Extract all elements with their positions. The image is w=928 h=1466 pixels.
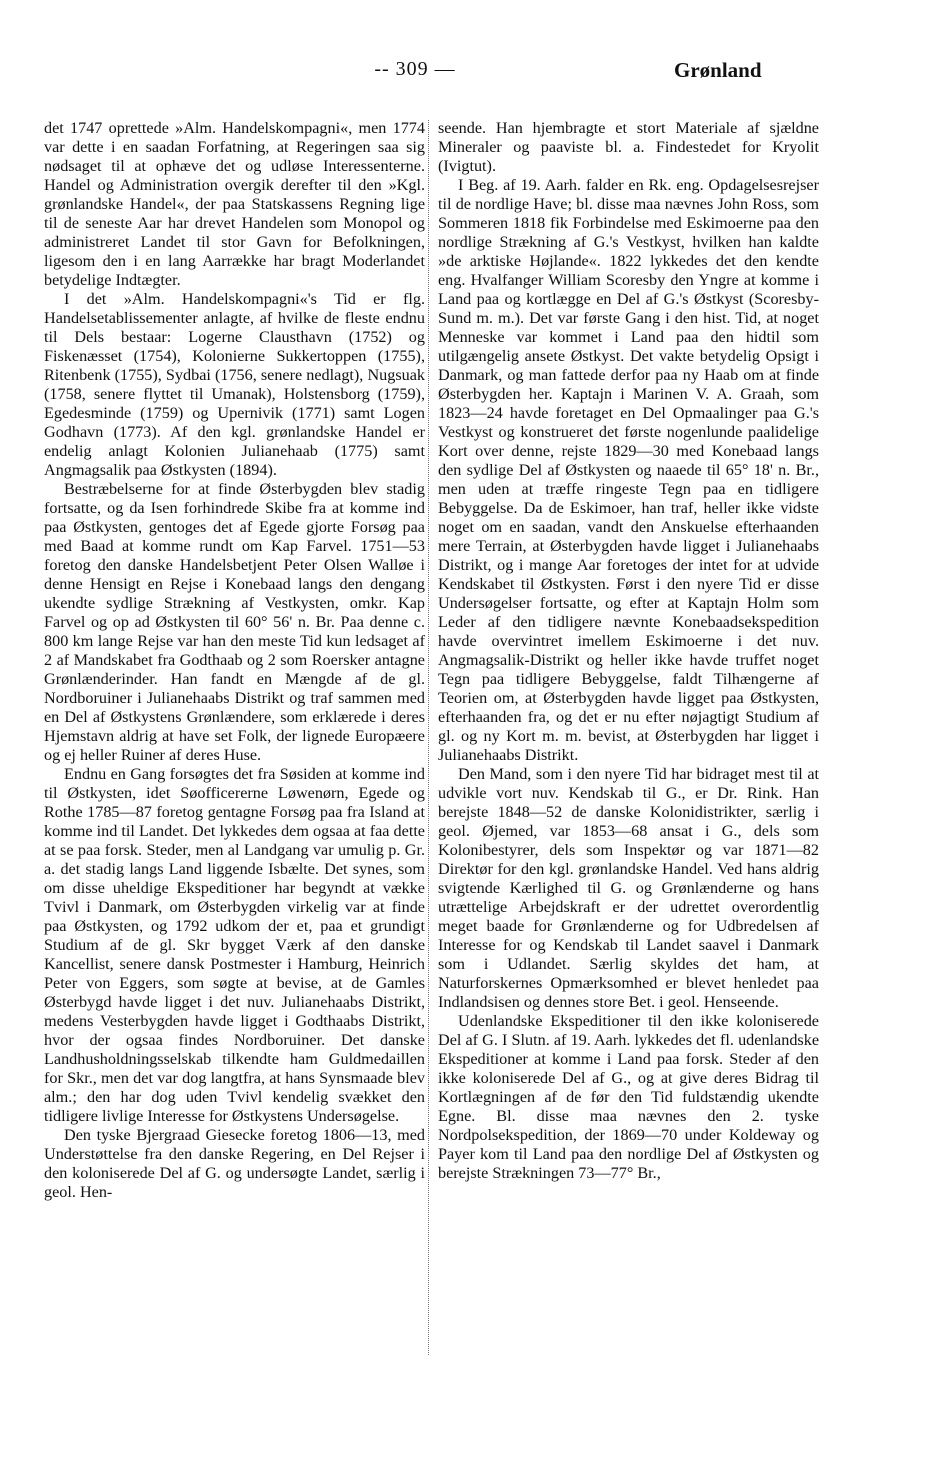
paragraph: Den tyske Bjergraad Giesecke foretog 1806—13, med Understøttelse fra den danske Regering, en Del Rejser i den koloniserede Del af G. og undersøgte Landet, særlig i geol. Hen- xyxy=(44,1126,425,1201)
paragraph: Endnu en Gang forsøgtes det fra Søsiden at komme ind til Østkysten, idet Søofficererne Løwenørn, Egede og Rothe 1785—87 foretog gentagne Forsøg paa fra Island at komme ind til Landet. Det lykkedes dem ogsaa at faa dette at se paa forsk. Steder, men al Landgang var umulig p. Gr. a. det stadig langs Land liggende Isbælte. Det synes, som om disse uheldige Ekspeditioner har begyndt at vække Tvivl i Danmark, om Østerbygden virkelig var at finde paa Østkysten, og 1792 udkom der et, paa et grundigt Studium af de gl. Skr bygget Værk af den danske Kancellist, senere dansk Postmester i Hamburg, Heinrich Peter von Eggers, som søgte at bevise, at de Gamles Østerbygd havde ligget i det nuv. Julianehaabs Distrikt, medens Vesterbygden havde ligget i Godthaabs Distrikt, hvor der ogsaa findes Nordboruiner. Det danske Landhusholdningsselskab tilkendte ham Guldmedaillen for Skr., men det var dog langtfra, at hans Synsmaade blev alm.; den har dog uden Tvivl kendelig svækket den tidligere livlige Interesse for Østkystens Undersøgelse. xyxy=(44,765,425,1125)
text-column-right xyxy=(438,119,819,1183)
paragraph: det 1747 oprettede »Alm. Handelskompagni«, men 1774 var dette i en saadan Forfatning, at Regeringen saa sig nødsaget til at ophæve det og udløse Interessenterne. Handel og Administration overgik derefter til den »Kgl. grønlandske Handel«, der paa Statskassens Regning lige til de seneste Aar har drevet Handelen som Monopol og administreret Landet til stor Gavn for Befolkningen, ligesom den i en lang Aarrække har bragt Moderlandet betydelige Indtægter. xyxy=(44,119,425,289)
paragraph: I det »Alm. Handelskompagni«'s Tid er flg. Handelsetablissementer anlagte, af hvilke de fleste endnu til Dels bestaar: Logerne Clausthavn (1752) og Fiskenæsset (1754), Kolonierne Sukkertoppen (1755), Ritenbenk (1755), Sydbai (1756, senere nedlagt), Nugsuak (1758, senere flyttet til Umanak), Holstensborg (1759), Egedesminde (1759) og Upernivik (1771) samt Logen Godhavn (1773). Af den kgl. grønlandske Handel er endelig anlagt Kolonien Julianehaab (1775) samt Angmagsalik paa Østkysten (1894). xyxy=(44,290,425,479)
page-number: -- 309 — xyxy=(374,58,456,80)
paragraph: Udenlandske Ekspeditioner til den ikke koloniserede Del af G. I Slutn. af 19. Aarh. lykkedes det fl. udenlandske Ekspeditioner at komme i Land paa forsk. Steder af den ikke koloniserede Del af G., og at give deres Bidrag til Kortlægningen af de før den Tid fuldstændig ukendte Egne. Bl. disse maa nævnes den 2. tyske Nordpolsekspedition, der 1869—70 under Koldeway og Payer kom til Land paa den nordlige Del af Østkysten og berejste Strækningen 73—77° Br., xyxy=(438,1012,819,1182)
running-head: Grønland xyxy=(674,58,762,82)
paragraph: Den Mand, som i den nyere Tid har bidraget mest til at udvikle vort nuv. Kendskab til G., er Dr. Rink. Han berejste 1848—52 de danske Kolonidistrikter, særlig i geol. Øjemed, var 1853—68 ansat i G., dels som Kolonibestyrer, dels som Inspektør og var 1871—82 Direktør for den kgl. grønlandske Handel. Ved hans aldrig svigtende Kærlighed til G. og Grønlænderne og hans utrættelige Arbejdskraft er der udrettet overordentlig meget baade for Grønlænderne og for Udbredelsen af Interesse for og Kendskab til Landet saavel i Danmark som i Udlandet. Særlig skyldes det ham, at Naturforskernes Opmærksomhed er blevet henledet paa Indlandsisen og dennes store Bet. i geol. Henseende. xyxy=(438,765,819,1011)
paragraph: seende. Han hjembragte et stort Materiale af sjældne Mineraler og paaviste bl. a. Findestedet for Kryolit (Ivigtut). xyxy=(438,119,819,175)
text-column-left xyxy=(44,119,425,1202)
column-divider xyxy=(428,120,429,1355)
paragraph: Bestræbelserne for at finde Østerbygden blev stadig fortsatte, og da Isen forhindrede Skibe fra at komme ind paa Østkysten, gentoges det af Egede gjorte Forsøg paa med Baad at komme rundt om Kap Farvel. 1751—53 foretog den danske Handelsbetjent Peter Olsen Walløe i denne Hensigt en Rejse i Konebaad langs den dengang ukendte sydlige Strækning af Vestkysten, omkr. Kap Farvel og op ad Østkysten til 60° 56' n. Br. Paa denne c. 800 km lange Rejse var han den meste Tid kun ledsaget af 2 af Mandskabet fra Godthaab og 2 som Roersker antagne Grønlænderinder. Han fandt en Mængde af de gl. Nordboruiner i Julianehaabs Distrikt og traf sammen med en Del af Østkystens Grønlændere, som erklærede i deres Hjemstavn aldrig at have set Folk, der lignede Europæere og ej heller Ruiner af deres Huse. xyxy=(44,480,425,764)
paragraph: I Beg. af 19. Aarh. falder en Rk. eng. Opdagelsesrejser til de nordlige Have; bl. disse maa nævnes John Ross, som Sommeren 1818 fik Forbindelse med Eskimoerne paa den nordlige Strækning af G.'s Vestkyst, hvilken han kaldte »de arktiske Højlande«. 1822 lykkedes det den kendte eng. Hvalfanger William Scoresby den Yngre at komme i Land paa og kortlægge en Del af G.'s Østkyst (Scoresby-Sund m. m.). Det var første Gang i den hist. Tid, at noget Menneske var kommet i Land paa den hidtil som utilgængelig ansete Østkyst. Det vakte betydelig Opsigt i Danmark, og man fattede derfor paa ny Haab om at finde Østerbygden her. Kaptajn i Marinen V. A. Graah, som 1823—24 havde foretaget en Del Opmaalinger paa G.'s Vestkyst og konstrueret det første nogenlunde paalidelige Kort over denne, rejste 1829—30 med Konebaad langs den sydlige Del af Østkysten og naaede til 65° 18' n. Br., men uden at træffe ringeste Tegn paa en tidligere Bebyggelse. Da de Eskimoer, han traf, heller ikke vidste noget om en saadan, vandt den Anskuelse efterhaanden mere Terrain, at Østerbygden havde ligget i Julianehaabs Distrikt, og i mange Aar foretoges der intet for at udvide Kendskabet til Østkysten. Først i den nyere Tid er disse Undersøgelser fortsatte, og efter at Kaptajn Holm som Leder af den tidligere nævnte Konebaadsekspedition havde overvintret imellem Eskimoerne i det nuv. Angmagsalik-Distrikt og heller ikke havde truffet noget Tegn paa tidligere Bebyggelse, faldt Tilhængerne af Teorien om, at Østerbygden havde ligget paa Østkysten, efterhaanden fra, og det er nu efter nøjagtigt Studium af gl. og ny Kort m. m. bevist, at Østerbygden har ligget i Julianehaabs Distrikt. xyxy=(438,176,819,764)
